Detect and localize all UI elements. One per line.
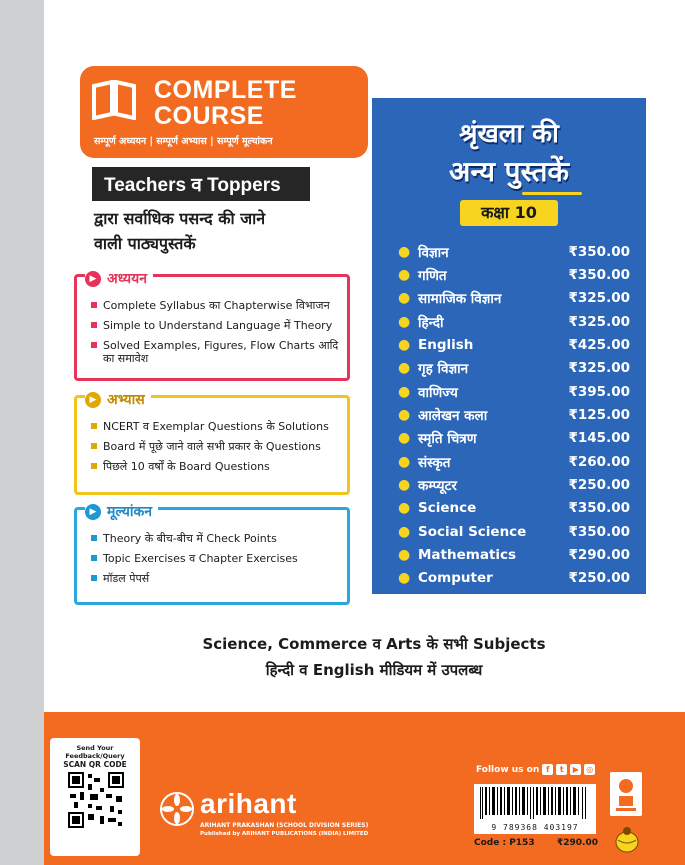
play-icon: ▶ — [85, 271, 101, 287]
book-price-row — [398, 403, 630, 426]
product-code — [474, 838, 598, 852]
book-name: विज्ञान — [418, 244, 449, 261]
book-name: Computer — [418, 570, 493, 587]
book-name: हिन्दी — [418, 314, 444, 331]
book-price-row — [398, 543, 630, 566]
follow-us — [476, 764, 595, 775]
book-name: कम्प्यूटर — [418, 478, 457, 495]
bullet-icon: ● — [398, 337, 411, 354]
bullet-icon: ● — [398, 360, 411, 377]
book-price-row — [398, 497, 630, 520]
publisher-line: Published by ARIHANT PUBLICATIONS (INDIA) LIMITED — [200, 831, 369, 837]
book-price: ₹350.00 — [568, 267, 630, 284]
book-price-row — [398, 287, 630, 310]
logo-tagline: सम्पूर्ण अध्ययन | सम्पूर्ण अभ्यास | सम्पूर्ण मूल्यांकन — [94, 136, 273, 147]
other-books-panel — [372, 98, 646, 594]
logo-title-line1: COMPLETE — [154, 76, 297, 104]
subtitle-line2: वाली पाठ्यपुस्तकें — [94, 234, 196, 253]
bullet-icon: ● — [398, 290, 411, 307]
book-price-row — [398, 240, 630, 263]
subjects-line: Science, Commerce व Arts के सभी Subjects — [202, 635, 546, 653]
bullet-icon: ● — [398, 430, 411, 447]
book-price-row — [398, 380, 630, 403]
book-price: ₹325.00 — [568, 290, 630, 307]
bullet-icon — [91, 443, 97, 449]
practice-box — [74, 392, 350, 495]
twitter-icon[interactable]: t — [556, 764, 567, 775]
practice-box-heading — [85, 390, 151, 409]
evaluation-box — [74, 504, 350, 605]
list-item — [91, 299, 341, 312]
logo-title-line2: COURSE — [154, 102, 264, 130]
bullet-icon — [91, 535, 97, 541]
bullet-icon: ● — [398, 547, 411, 564]
book-price-row — [398, 567, 630, 590]
list-item — [91, 460, 341, 473]
bullet-icon: ● — [398, 500, 411, 517]
bullet-icon: ● — [398, 523, 411, 540]
list-item-text: Board में पूछे जाने वाले सभी प्रकार के Questions — [103, 440, 321, 453]
list-item-text: मॉडल पेपर्स — [103, 572, 150, 585]
subtitle-line1: द्वारा सर्वाधिक पसन्द की जाने — [94, 209, 266, 228]
medium-line: हिन्दी व English मीडियम में उपलब्ध — [265, 661, 483, 679]
bullet-icon — [91, 322, 97, 328]
bullet-icon — [91, 575, 97, 581]
bullet-icon: ● — [398, 453, 411, 470]
book-name: Science — [418, 500, 477, 517]
list-item-text: Simple to Understand Language में Theory — [103, 319, 333, 332]
barcode — [474, 784, 596, 834]
book-name: स्मृति चित्रण — [418, 431, 477, 448]
book-price: ₹125.00 — [568, 407, 630, 424]
subtitle — [94, 206, 364, 256]
price-label: ₹290.00 — [557, 838, 598, 848]
scan-label: SCAN QR CODE — [63, 760, 127, 769]
book-name: गणित — [418, 268, 447, 285]
play-icon: ▶ — [85, 392, 101, 408]
bullet-icon — [91, 423, 97, 429]
list-item — [91, 572, 341, 585]
list-item-text: Topic Exercises व Chapter Exercises — [103, 552, 298, 565]
orange-footer — [44, 712, 685, 865]
book-price: ₹260.00 — [568, 453, 630, 470]
brand-name: arihant — [200, 788, 297, 819]
book-name: वाणिज्य — [418, 384, 458, 401]
book-price-row — [398, 263, 630, 286]
study-box-title: अध्ययन — [107, 271, 147, 287]
facebook-icon[interactable]: f — [542, 764, 553, 775]
emblem-icon — [610, 772, 642, 816]
list-item — [91, 339, 341, 365]
book-price-row — [398, 333, 630, 356]
panel-heading-line2: अन्य पुस्तकें — [449, 155, 569, 188]
bullet-icon: ● — [398, 407, 411, 424]
list-item-text: Theory के बीच-बीच में Check Points — [103, 532, 277, 545]
arihant-flower-logo-icon — [160, 792, 194, 826]
book-price-list — [398, 240, 630, 590]
book-name: संस्कृत — [418, 454, 451, 471]
evaluation-box-title: मूल्यांकन — [107, 504, 153, 520]
study-box — [74, 271, 350, 381]
book-price-row — [398, 473, 630, 496]
book-price-row — [398, 310, 630, 333]
bullet-icon: ● — [398, 243, 411, 260]
bullet-icon: ● — [398, 570, 411, 587]
list-item — [91, 532, 341, 545]
practice-box-title: अभ्यास — [107, 392, 145, 408]
book-name: Mathematics — [418, 547, 517, 564]
follow-label: Follow us on — [476, 764, 540, 775]
list-item-text: Complete Syllabus का Chapterwise विभाजन — [103, 299, 330, 312]
isbn-number: 9 789368 403197 — [491, 823, 579, 832]
book-price-row — [398, 450, 630, 473]
book-price: ₹325.00 — [568, 360, 630, 377]
book-price: ₹350.00 — [568, 500, 630, 517]
play-icon: ▶ — [85, 504, 101, 520]
bullet-icon: ● — [398, 267, 411, 284]
evaluation-box-heading — [85, 502, 158, 521]
back-cover — [44, 0, 685, 865]
youtube-icon[interactable]: ▶ — [570, 764, 581, 775]
feedback-label: Send Your Feedback/Query — [65, 744, 125, 760]
book-name: गृह विज्ञान — [418, 361, 469, 378]
book-price: ₹290.00 — [568, 547, 630, 564]
book-name: सामाजिक विज्ञान — [418, 291, 502, 308]
book-price: ₹350.00 — [568, 243, 630, 260]
heading-underline — [522, 192, 582, 195]
list-item — [91, 319, 341, 332]
teachers-toppers-badge: Teachers व Toppers — [92, 167, 310, 201]
bullet-icon: ● — [398, 313, 411, 330]
book-name: Social Science — [418, 523, 527, 540]
list-item — [91, 552, 341, 565]
qr-code-icon[interactable] — [68, 772, 124, 828]
mascot-icon — [612, 824, 642, 854]
list-item-text: Solved Examples, Figures, Flow Charts आदि का समावेश — [103, 339, 339, 365]
book-price: ₹350.00 — [568, 523, 630, 540]
panel-heading-line1: श्रृंखला की — [459, 119, 559, 149]
bullet-icon — [91, 342, 97, 348]
book-name: English — [418, 337, 474, 354]
book-name: आलेखन कला — [418, 408, 488, 425]
qr-box — [50, 738, 140, 856]
book-price: ₹250.00 — [568, 570, 630, 587]
open-book-icon — [90, 80, 138, 120]
book-price-row — [398, 520, 630, 543]
list-item-text: पिछले 10 वर्षों के Board Questions — [103, 460, 270, 473]
book-price: ₹325.00 — [568, 313, 630, 330]
bullet-icon: ● — [398, 383, 411, 400]
bullet-icon — [91, 463, 97, 469]
complete-course-logo — [80, 66, 368, 158]
grade-badge: कक्षा 10 — [460, 200, 558, 226]
book-price-row — [398, 427, 630, 450]
book-price: ₹145.00 — [568, 430, 630, 447]
code-label: Code : P153 — [474, 838, 535, 848]
left-gray-strip — [0, 0, 44, 865]
list-item — [91, 420, 341, 433]
barcode-bars-icon — [478, 787, 592, 819]
bullet-icon — [91, 555, 97, 561]
list-item — [91, 440, 341, 453]
bullet-icon — [91, 302, 97, 308]
book-price: ₹425.00 — [568, 337, 630, 354]
brand-subtitle: ARIHANT PRAKASHAN (SCHOOL DIVISION SERIES) — [200, 822, 369, 829]
book-price: ₹395.00 — [568, 383, 630, 400]
bullet-icon: ● — [398, 477, 411, 494]
arihant-brand — [160, 788, 380, 848]
instagram-icon[interactable]: ◎ — [584, 764, 595, 775]
book-price-row — [398, 357, 630, 380]
study-box-heading — [85, 269, 153, 288]
list-item-text: NCERT व Exemplar Questions के Solutions — [103, 420, 329, 433]
book-price: ₹250.00 — [568, 477, 630, 494]
